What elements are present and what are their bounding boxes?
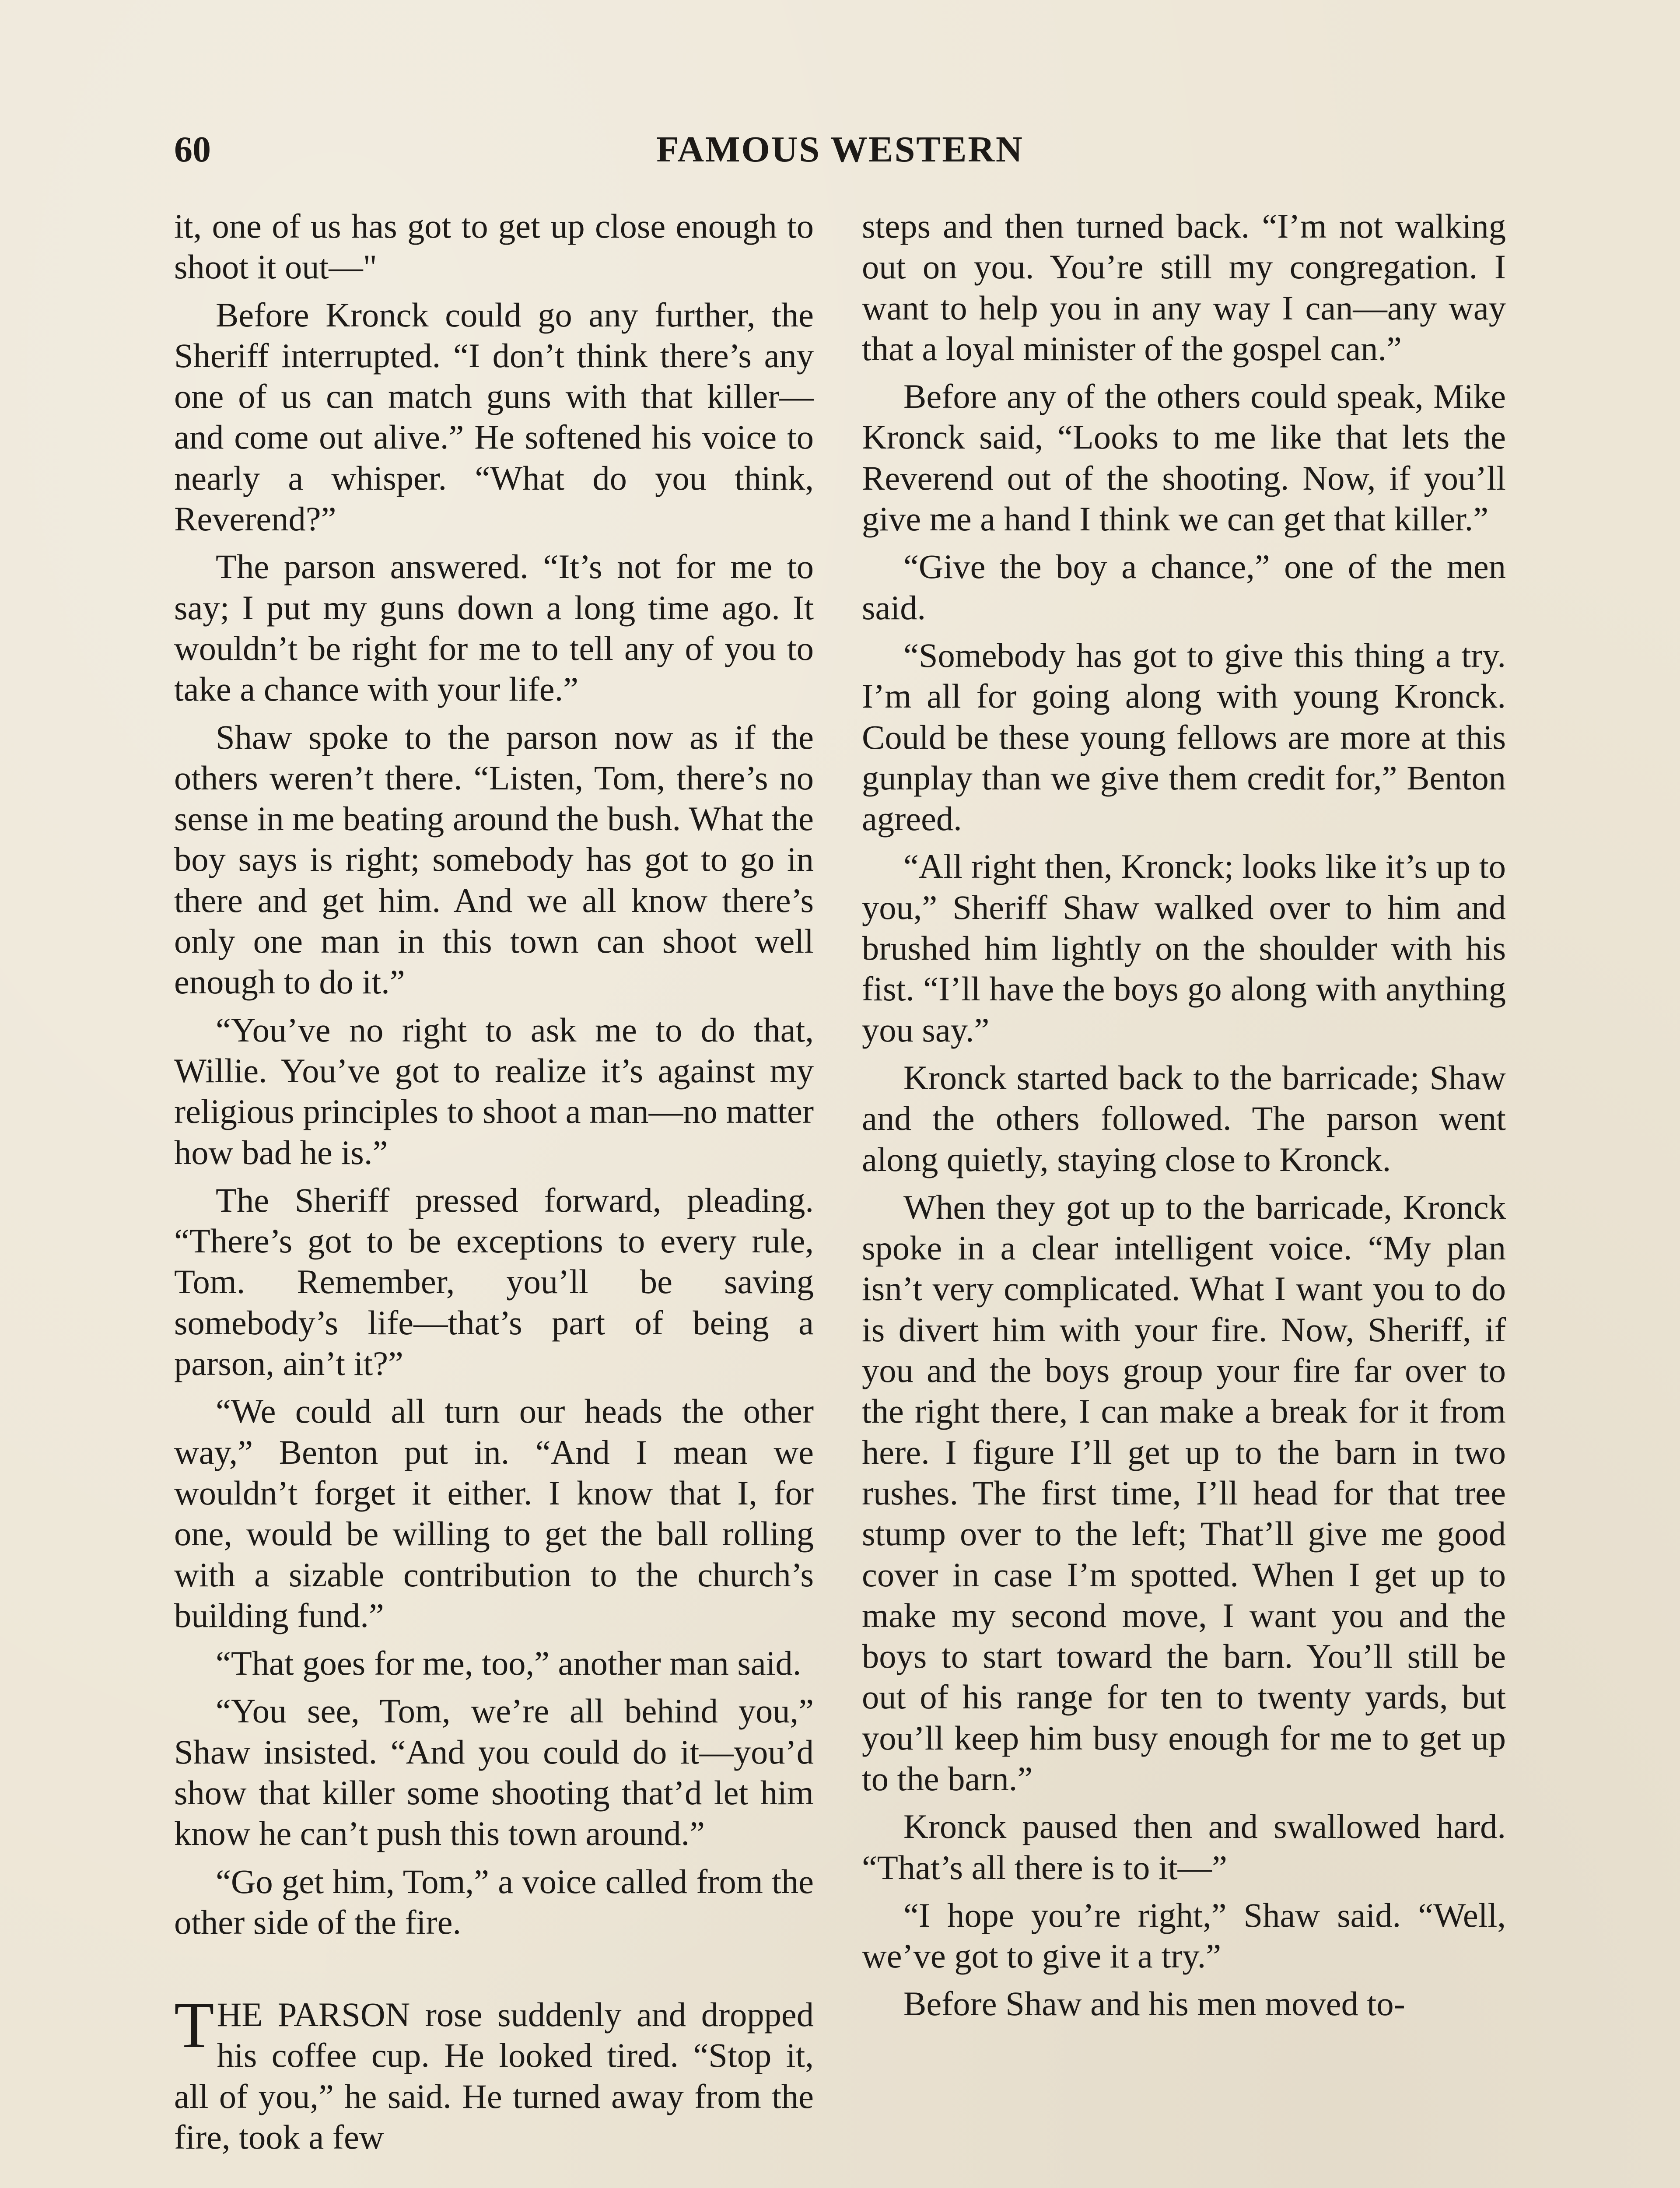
paragraph: it, one of us has got to get up close enough to shoot it out—": [174, 207, 814, 286]
paragraph: The parson answered. “It’s not for me to say; I put my guns down a long time ago. It wouldn’t be right for me to tell any of you to take a chance with your life.”: [174, 547, 814, 708]
paragraph: The Sheriff pressed forward, pleading. “There’s got to be exceptions to every rule, Tom. Remember, you’ll be saving somebody’s life—that’s part of being a parson, ain’t it?”: [174, 1181, 814, 1383]
paragraph: Kronck paused then and swallowed hard. “That’s all there is to it—”: [862, 1807, 1506, 1886]
page-number: 60: [174, 129, 211, 170]
paragraph: “You’ve no right to ask me to do that, Willie. You’ve got to realize it’s against my religious principles to shoot a man—no matter how bad he is.”: [174, 1010, 814, 1171]
paragraph: “Give the boy a chance,” one of the men said.: [862, 547, 1506, 627]
paragraph: “Go get him, Tom,” a voice called from the other side of the fire.: [174, 1862, 814, 1941]
paragraph: Before Kronck could go any further, the Sheriff interrupted. “I don’t think there’s any one of us can match guns with that killer—and come out alive.” He softened his voice to nearly a whisper. “What do you think, Reverend?”: [174, 295, 814, 538]
paragraph: “That goes for me, too,” another man said.: [216, 1644, 802, 1683]
paragraph: “All right then, Kronck; looks like it’s up to you,” Sheriff Shaw walked over to him and brushed him lightly on the shoulder with his fist. “I’ll have the boys go along with anything you say.”: [862, 847, 1506, 1049]
paragraph: “I hope you’re right,” Shaw said. “Well, we’ve got to give it a try.”: [862, 1896, 1506, 1975]
running-title: FAMOUS WESTERN: [656, 129, 1024, 170]
right-column: [862, 206, 1506, 2031]
paragraph: Shaw spoke to the parson now as if the others weren’t there. “Listen, Tom, there’s no sense in me beating around the bush. What the boy says is right; somebody has got to go in there and get him. And we all know there’s only one man in this town can shoot well enough to do it.”: [174, 718, 814, 1001]
paragraph: steps and then turned back. “I’m not walking out on you. You’re still my congregation. I want to help you in any way I can—any way that a loyal minister of the gospel can.”: [862, 207, 1506, 368]
section-opening-paragraph: [174, 1989, 814, 2157]
paragraph: Before Shaw and his men moved to-: [903, 1985, 1405, 2023]
paragraph: “Somebody has got to give this thing a try. I’m all for going along with young Kronck. Could be these young fellows are more at this gunplay than we give them credit for,” Benton agreed.: [862, 636, 1506, 838]
paragraph: “We could all turn our heads the other way,” Benton put in. “And I mean we wouldn’t forget it either. I know that I, for one, would be willing to get the ball rolling with a sizable contribution to the church’s building fund.”: [174, 1392, 814, 1634]
paragraph: “You see, Tom, we’re all behind you,” Shaw insisted. “And you could do it—you’d show that killer some shooting that’d let him know he can’t push this town around.”: [174, 1692, 814, 1853]
small-caps-lead: HE PARSON: [217, 1995, 410, 2034]
paragraph: Before any of the others could speak, Mike Kronck said, “Looks to me like that lets the Reverend out of the shooting. Now, if you’ll give me a hand I think we can get that killer.”: [862, 377, 1506, 538]
paragraph-text: rose suddenly and dropped his coffee cup. He looked tired. “Stop it, all of you,” he said. He turned away from the fire, took a few: [174, 1995, 814, 2156]
left-column: [174, 206, 814, 2164]
paragraph: When they got up to the barricade, Kronck spoke in a clear intelligent voice. “My plan isn’t very complicated. What I want you to do is divert him with your fire. Now, Sheriff, if you and the boys group your fire far over to the right there, I can make a break for it from here. I figure I’ll get up to the barn in two rushes. The first time, I’ll head for that tree stump over to the left; That’ll give me good cover in case I’m spotted. When I get up to make my second move, I want you and the boys to start toward the barn. You’ll still be out of his range for ten to twenty yards, but you’ll keep him busy enough for me to get up to the barn.”: [862, 1188, 1506, 1798]
drop-cap: T: [174, 1989, 214, 2062]
page-header: [174, 123, 1506, 176]
paragraph: Kronck started back to the barricade; Shaw and the others followed. The parson went along quietly, staying close to Kronck.: [862, 1058, 1506, 1178]
